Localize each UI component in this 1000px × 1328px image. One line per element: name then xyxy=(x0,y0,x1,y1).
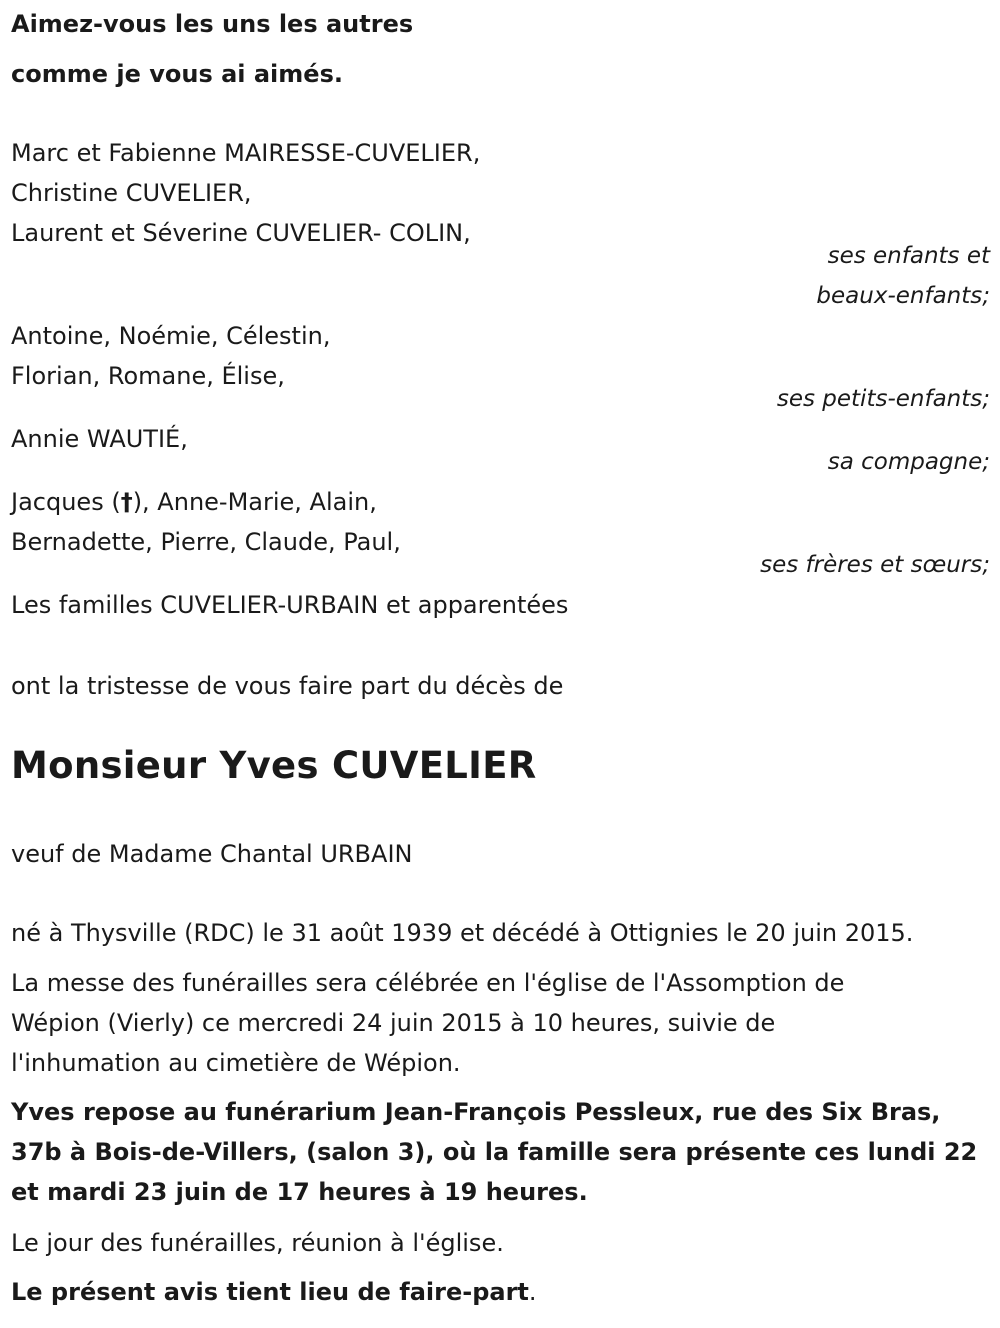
siblings-line-1-prefix: Jacques ( xyxy=(11,488,121,516)
closing-line xyxy=(11,1278,537,1307)
grandchildren-role: ses petits-enfants; xyxy=(776,386,990,412)
children-role-line-1: ses enfants et xyxy=(827,243,990,269)
closing-bold-text: Le présent avis tient lieu de faire-part xyxy=(11,1278,529,1306)
grandchildren-line-2: Florian, Romane, Élise, xyxy=(11,362,285,390)
cross-icon: † xyxy=(120,488,133,516)
funeral-home-line-2: 37b à Bois-de-Villers, (salon 3), où la famille sera présente ces lundi 22 xyxy=(11,1138,978,1166)
mass-line-2: Wépion (Vierly) ce mercredi 24 juin 2015 à 10 heures, suivie de xyxy=(11,1009,776,1037)
closing-period: . xyxy=(528,1278,537,1306)
grandchildren-line-1: Antoine, Noémie, Célestin, xyxy=(11,322,331,350)
funeral-home-line-3: et mardi 23 juin de 17 heures à 19 heures. xyxy=(11,1178,588,1206)
siblings-line-2: Bernadette, Pierre, Claude, Paul, xyxy=(11,528,401,556)
siblings-line-1-suffix: ), Anne-Marie, Alain, xyxy=(132,488,377,516)
companion-role: sa compagne; xyxy=(827,449,990,475)
birth-death-line: né à Thysville (RDC) le 31 août 1939 et décédé à Ottignies le 20 juin 2015. xyxy=(11,919,914,947)
companion-name: Annie WAUTIÉ, xyxy=(11,425,188,453)
children-line-2: Christine CUVELIER, xyxy=(11,179,252,207)
families-line: Les familles CUVELIER-URBAIN et apparentées xyxy=(11,591,569,619)
reunion-line: Le jour des funérailles, réunion à l'église. xyxy=(11,1229,504,1257)
deceased-name: Monsieur Yves CUVELIER xyxy=(11,744,537,787)
siblings-role: ses frères et sœurs; xyxy=(760,552,990,578)
widower-line: veuf de Madame Chantal URBAIN xyxy=(11,840,413,868)
funeral-home-line-1: Yves repose au funérarium Jean-François Pessleux, rue des Six Bras, xyxy=(11,1098,941,1126)
mass-line-1: La messe des funérailles sera célébrée en l'église de l'Assomption de xyxy=(11,969,845,997)
epigraph-line-2: comme je vous ai aimés. xyxy=(11,60,343,88)
epigraph-line-1: Aimez-vous les uns les autres xyxy=(11,10,414,38)
children-line-3: Laurent et Séverine CUVELIER- COLIN, xyxy=(11,219,471,247)
mass-line-3: l'inhumation au cimetière de Wépion. xyxy=(11,1049,461,1077)
siblings-line-1 xyxy=(11,488,377,517)
children-role-line-2: beaux-enfants; xyxy=(816,283,990,309)
announcement-line: ont la tristesse de vous faire part du décès de xyxy=(11,672,564,700)
children-line-1: Marc et Fabienne MAIRESSE-CUVELIER, xyxy=(11,139,481,167)
